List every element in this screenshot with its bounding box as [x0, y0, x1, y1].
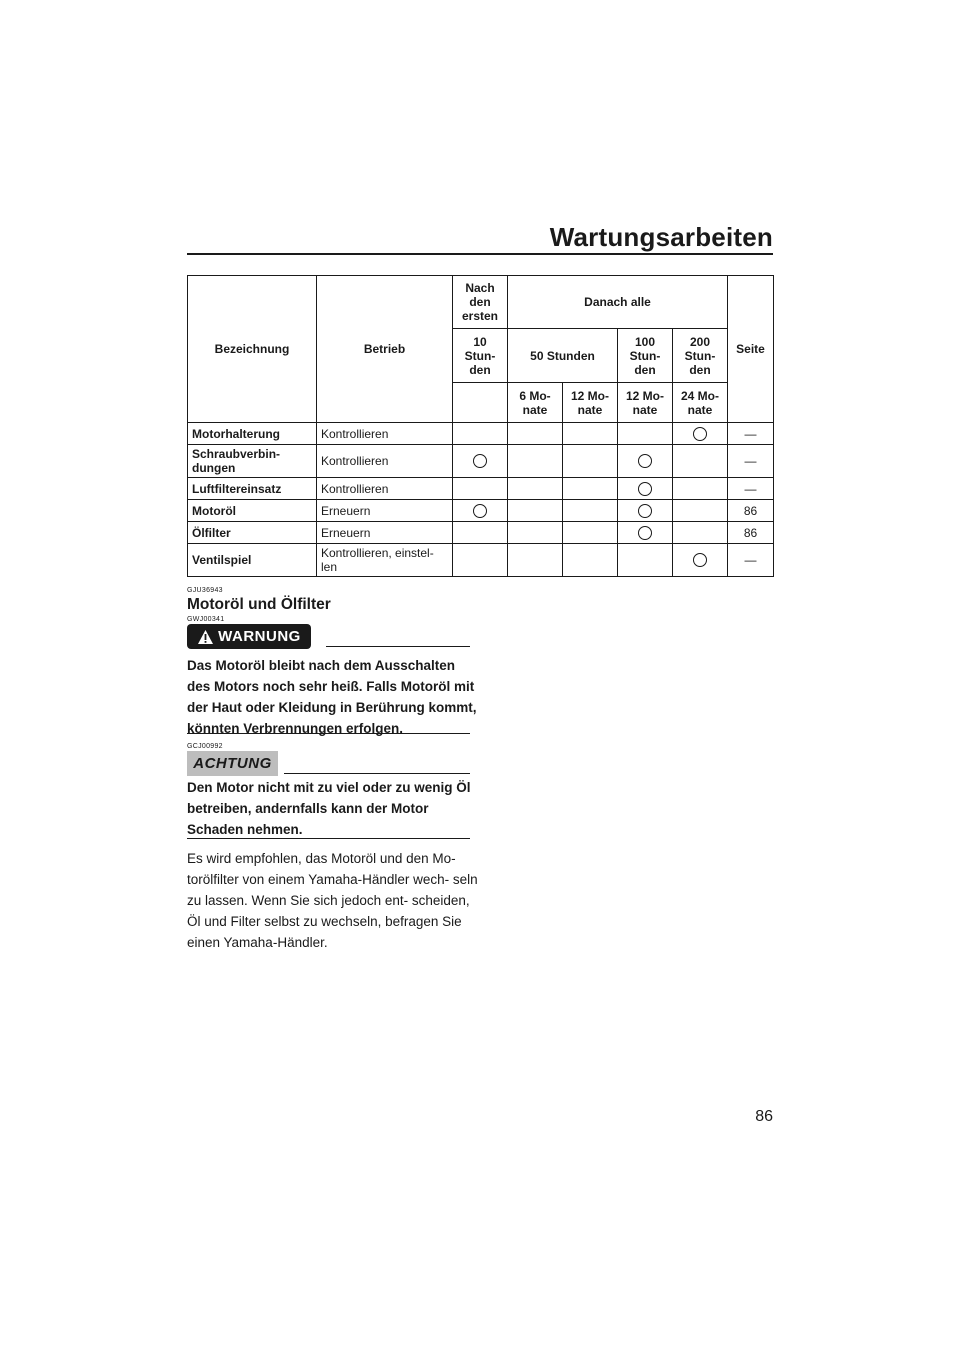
- interval-cell: [673, 500, 728, 522]
- interval-cell: [618, 478, 673, 500]
- row-operation: Erneuern: [317, 522, 453, 544]
- warning-badge: [187, 624, 311, 649]
- interval-cell: [563, 478, 618, 500]
- row-operation: Kontrollieren: [317, 423, 453, 445]
- interval-cell: [453, 500, 508, 522]
- row-name: Ventilspiel: [188, 544, 317, 577]
- header-12-monate-b: 12 Mo- nate: [618, 383, 673, 423]
- circle-mark-icon: [638, 454, 652, 468]
- interval-cell: [508, 423, 563, 445]
- interval-cell: [453, 544, 508, 577]
- section-heading: Motoröl und Ölfilter: [187, 596, 331, 613]
- interval-cell: [673, 478, 728, 500]
- maintenance-table: [187, 275, 774, 577]
- header-seite: Seite: [728, 276, 774, 423]
- interval-cell: [673, 522, 728, 544]
- interval-cell: [508, 500, 563, 522]
- interval-cell: [508, 478, 563, 500]
- interval-cell: [618, 445, 673, 478]
- caution-code: GCJ00992: [187, 743, 223, 750]
- caution-bottom-rule: [187, 838, 470, 839]
- warning-text: Das Motoröl bleibt nach dem Ausschalten des Motors noch sehr heiß. Falls Motoröl mit der Haut oder Kleidung in Berührung kommt, könnten Verbrennungen erfolgen.: [187, 658, 477, 736]
- circle-mark-icon: [473, 504, 487, 518]
- warning-label: WARNUNG: [218, 628, 301, 645]
- row-page: —: [728, 544, 774, 577]
- row-operation: Erneuern: [317, 500, 453, 522]
- interval-cell: [563, 445, 618, 478]
- interval-cell: [673, 544, 728, 577]
- header-24-monate: 24 Mo- nate: [673, 383, 728, 423]
- interval-cell: [618, 544, 673, 577]
- title-rule: [187, 253, 773, 255]
- interval-cell: [618, 500, 673, 522]
- interval-cell: [563, 500, 618, 522]
- table-row: [188, 544, 774, 577]
- row-name: Motoröl: [188, 500, 317, 522]
- table-row: [188, 445, 774, 478]
- header-nach-den-ersten: Nach den ersten: [453, 276, 508, 329]
- row-operation: Kontrollieren: [317, 445, 453, 478]
- table-row: [188, 522, 774, 544]
- interval-cell: [618, 423, 673, 445]
- interval-cell: [618, 522, 673, 544]
- interval-cell: [508, 445, 563, 478]
- circle-mark-icon: [693, 427, 707, 441]
- interval-cell: [563, 423, 618, 445]
- interval-cell: [453, 423, 508, 445]
- interval-cell: [673, 445, 728, 478]
- table-row: [188, 500, 774, 522]
- warning-code: GWJ00341: [187, 616, 225, 623]
- header-empty: [453, 383, 508, 423]
- header-6-monate: 6 Mo- nate: [508, 383, 563, 423]
- row-name: Luftfiltereinsatz: [188, 478, 317, 500]
- row-page: —: [728, 423, 774, 445]
- warning-rule: [326, 646, 470, 647]
- row-operation: Kontrollieren: [317, 478, 453, 500]
- interval-cell: [673, 423, 728, 445]
- warning-triangle-icon: [197, 629, 214, 645]
- header-danach-alle: Danach alle: [508, 276, 728, 329]
- interval-cell: [563, 544, 618, 577]
- caution-rule: [284, 773, 470, 774]
- row-operation: Kontrollieren, einstel- len: [317, 544, 453, 577]
- circle-mark-icon: [638, 504, 652, 518]
- row-page: 86: [728, 522, 774, 544]
- row-page: —: [728, 478, 774, 500]
- page-title: Wartungsarbeiten: [549, 222, 773, 252]
- warning-bottom-rule: [187, 733, 470, 734]
- row-name: Schraubverbin- dungen: [188, 445, 317, 478]
- row-page: —: [728, 445, 774, 478]
- page-number: 86: [755, 1108, 773, 1125]
- circle-mark-icon: [638, 526, 652, 540]
- table-row: [188, 423, 774, 445]
- interval-cell: [453, 522, 508, 544]
- header-200-stunden: 200 Stun- den: [673, 329, 728, 383]
- caution-text: Den Motor nicht mit zu viel oder zu wenig Öl betreiben, andernfalls kann der Motor Schaden nehmen.: [187, 780, 471, 837]
- interval-cell: [508, 544, 563, 577]
- caution-badge: ACHTUNG: [187, 751, 278, 776]
- interval-cell: [453, 478, 508, 500]
- section-code: GJU36943: [187, 587, 223, 594]
- header-bezeichnung: Bezeichnung: [188, 276, 317, 423]
- interval-cell: [508, 522, 563, 544]
- table-row: [188, 478, 774, 500]
- interval-cell: [563, 522, 618, 544]
- header-10-stunden: 10 Stun- den: [453, 329, 508, 383]
- circle-mark-icon: [693, 553, 707, 567]
- circle-mark-icon: [638, 482, 652, 496]
- interval-cell: [453, 445, 508, 478]
- header-50-stunden: 50 Stunden: [508, 329, 618, 383]
- circle-mark-icon: [473, 454, 487, 468]
- header-12-monate-a: 12 Mo- nate: [563, 383, 618, 423]
- header-100-stunden: 100 Stun- den: [618, 329, 673, 383]
- table-body: [188, 423, 774, 577]
- row-name: Ölfilter: [188, 522, 317, 544]
- body-paragraph: Es wird empfohlen, das Motoröl und den Mo- torölfilter von einem Yamaha-Händler wech- seln zu lassen. Wenn Sie sich jedoch ent- scheiden, Öl und Filter selbst zu wechseln, befragen Sie einen Yamaha-Händler.: [187, 851, 478, 950]
- row-page: 86: [728, 500, 774, 522]
- row-name: Motorhalterung: [188, 423, 317, 445]
- header-betrieb: Betrieb: [317, 276, 453, 423]
